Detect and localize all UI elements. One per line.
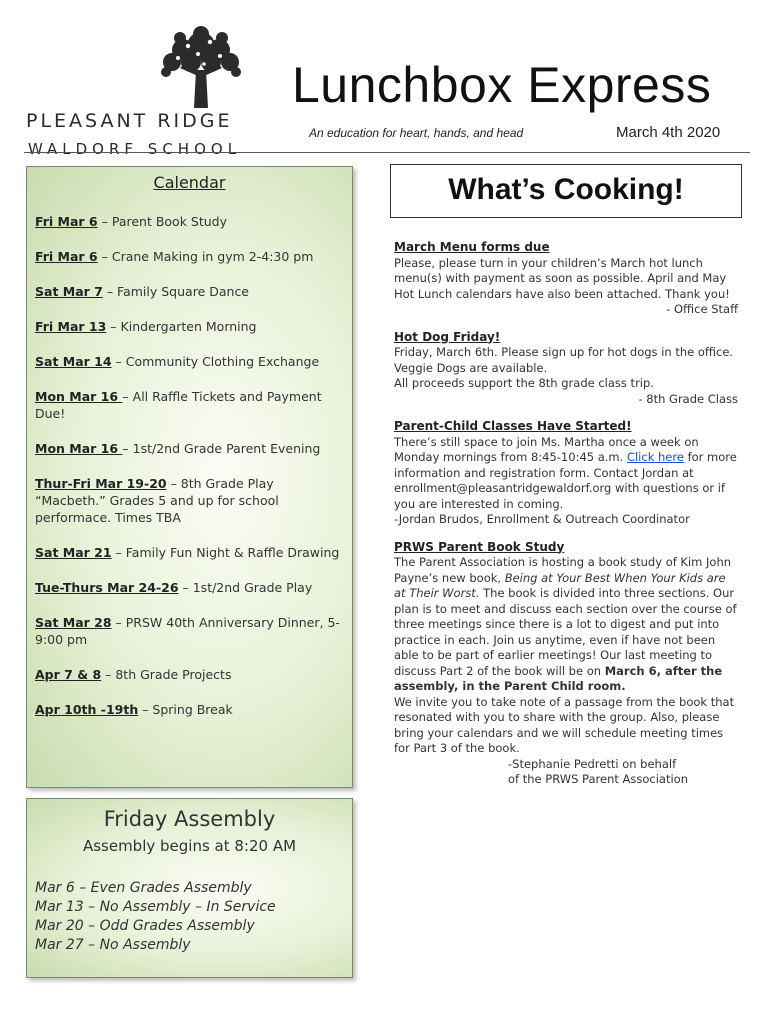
calendar-item-date: Tue-Thurs Mar 24-26: [35, 580, 179, 595]
assembly-list: [35, 879, 276, 955]
article-menu: [394, 240, 738, 318]
article-body: Friday, March 6th. Please sign up for hot dogs in the office. Veggie Dogs are available.: [394, 345, 734, 375]
calendar-item-text: – Parent Book Study: [97, 214, 227, 229]
assembly-item: Mar 13 – No Assembly – In Service: [35, 899, 276, 915]
calendar-item-text: – PRSW 40th Anniversary Dinner, 5-9:00 pm: [35, 615, 340, 647]
calendar-panel: [26, 166, 353, 788]
article-signature: - 8th Grade Class: [638, 391, 738, 406]
article-book-study: [394, 540, 738, 788]
article-hotdog: [394, 330, 738, 408]
assembly-item: Mar 6 – Even Grades Assembly: [35, 880, 252, 896]
calendar-item-text: – Kindergarten Morning: [106, 319, 257, 334]
calendar-item-date: Fri Mar 13: [35, 319, 107, 334]
article-text: The Parent Association is hosting a book study of Kim John Payne’s new book,: [394, 555, 732, 585]
calendar-list: [35, 213, 340, 736]
meeting-info: March 6, after the assembly, in the Parent Child room.: [394, 663, 723, 693]
assembly-subtitle: Assembly begins at 8:20 AM: [82, 837, 297, 855]
tree-logo-icon: [158, 26, 244, 108]
calendar-item: [35, 544, 340, 561]
article-body: Please, please turn in your children’s March hot lunch menu(s) with payment as soon as possible. April and May Hot Lunch calendars have also been attached. Thank you!: [394, 255, 730, 301]
whats-cooking-box: [390, 164, 742, 218]
article-text: There’s still space to join Ms. Martha once a week on Monday mornings from 8:45-10:45 a.m.: [394, 434, 699, 464]
article-text: for more information and registration form. Contact Jordan at enrollment@pleasantridgewaldorf.org with questions or if you are interested in coming.: [394, 450, 737, 511]
calendar-item-text: – Family Square Dance: [102, 284, 250, 299]
article-text: The book is divided into three sections. Our plan is to meet and discuss each section over the course of three meetings since there is a lot to digest and put into practice in each. Join us anytime, even if have not been able to be part of earlier meetings! Our last meeting to discuss Part 2 of the book will be on: [394, 586, 737, 678]
calendar-item-date: Sat Mar 14: [35, 354, 112, 369]
calendar-item-date: Mon Mar 16: [35, 389, 123, 404]
calendar-item-text: – 1st/2nd Grade Parent Evening: [122, 441, 321, 456]
assembly-item: Mar 20 – Odd Grades Assembly: [35, 918, 255, 934]
calendar-item: [35, 614, 340, 648]
school-logo: [26, 26, 278, 158]
book-title: Being at Your Best When Your Kids are at Their Worst.: [394, 570, 726, 600]
calendar-item-text: – 8th Grade Projects: [101, 667, 232, 682]
calendar-item-date: Mon Mar 16: [35, 441, 123, 456]
calendar-item-text: – Community Clothing Exchange: [111, 354, 320, 369]
calendar-item: [35, 388, 340, 422]
calendar-item-date: Apr 7 & 8: [35, 667, 102, 682]
calendar-item-date: Fri Mar 6: [35, 214, 98, 229]
calendar-item: [35, 666, 340, 683]
calendar-item-date: Sat Mar 28: [35, 615, 112, 630]
tagline: An education for heart, hands, and head: [309, 126, 524, 140]
calendar-item-text: – All Raffle Tickets and Payment Due!: [35, 389, 322, 421]
calendar-item-date: Thur-Fri Mar 19-20: [35, 476, 167, 491]
article-title: Parent-Child Classes Have Started!: [394, 419, 632, 433]
article-signature: -Jordan Brudos, Enrollment & Outreach Coordinator: [394, 512, 690, 526]
article-body: All proceeds support the 8th grade class trip.: [394, 376, 654, 390]
assembly-panel: [26, 798, 353, 978]
whats-cooking-title: What’s Cooking!: [448, 173, 684, 206]
calendar-item-date: Sat Mar 7: [35, 284, 103, 299]
article-body: We invite you to take note of a passage from the book that resonated with you to share with the group. Also, please bring your calendars and we will schedule meeting times for Part 3 of the book.: [394, 694, 735, 755]
article-title: PRWS Parent Book Study: [394, 539, 565, 554]
article-signature: - Office Staff: [666, 302, 738, 316]
article-body: [394, 435, 738, 513]
calendar-item-text: – Spring Break: [138, 702, 233, 717]
calendar-item: [35, 353, 340, 370]
calendar-item: [35, 475, 340, 526]
articles-column: [394, 240, 738, 800]
calendar-title: Calendar: [153, 173, 226, 192]
calendar-item-text: – 1st/2nd Grade Play: [178, 580, 313, 595]
calendar-item: [35, 701, 340, 718]
article-parent-child: [394, 419, 738, 528]
calendar-item-date: Apr 10th -19th: [35, 702, 139, 717]
calendar-item-date: Sat Mar 21: [35, 545, 112, 560]
calendar-item: [35, 283, 340, 300]
article-body: [394, 555, 738, 695]
article-title: March Menu forms due: [394, 240, 550, 254]
assembly-item: Mar 27 – No Assembly: [35, 937, 191, 953]
assembly-title: Friday Assembly: [103, 807, 276, 831]
calendar-item-date: Fri Mar 6: [35, 249, 98, 264]
article-signature: -Stephanie Pedretti on behalf: [508, 756, 677, 771]
article-title: Hot Dog Friday!: [394, 329, 501, 344]
calendar-item-text: – Crane Making in gym 2-4:30 pm: [97, 249, 314, 264]
logo-text-line1: PLEASANT RIDGE: [26, 110, 233, 132]
article-signature: of the PRWS Parent Association: [508, 772, 689, 786]
calendar-item: [35, 579, 340, 596]
calendar-item: [35, 213, 340, 230]
calendar-item-text: – Family Fun Night & Raffle Drawing: [111, 545, 340, 560]
logo-text-line2: WALDORF SCHOOL: [28, 140, 242, 158]
header-divider: [24, 152, 750, 153]
calendar-item: [35, 248, 340, 265]
issue-date: March 4th 2020: [616, 124, 721, 141]
click-here-link[interactable]: Click here: [626, 450, 684, 464]
calendar-item-text: – 8th Grade Play “Macbeth.” Grades 5 and up for school performace. Times TBA: [35, 476, 279, 525]
calendar-item: [35, 318, 340, 335]
newsletter-title: Lunchbox Express: [292, 57, 712, 113]
calendar-item: [35, 440, 340, 457]
